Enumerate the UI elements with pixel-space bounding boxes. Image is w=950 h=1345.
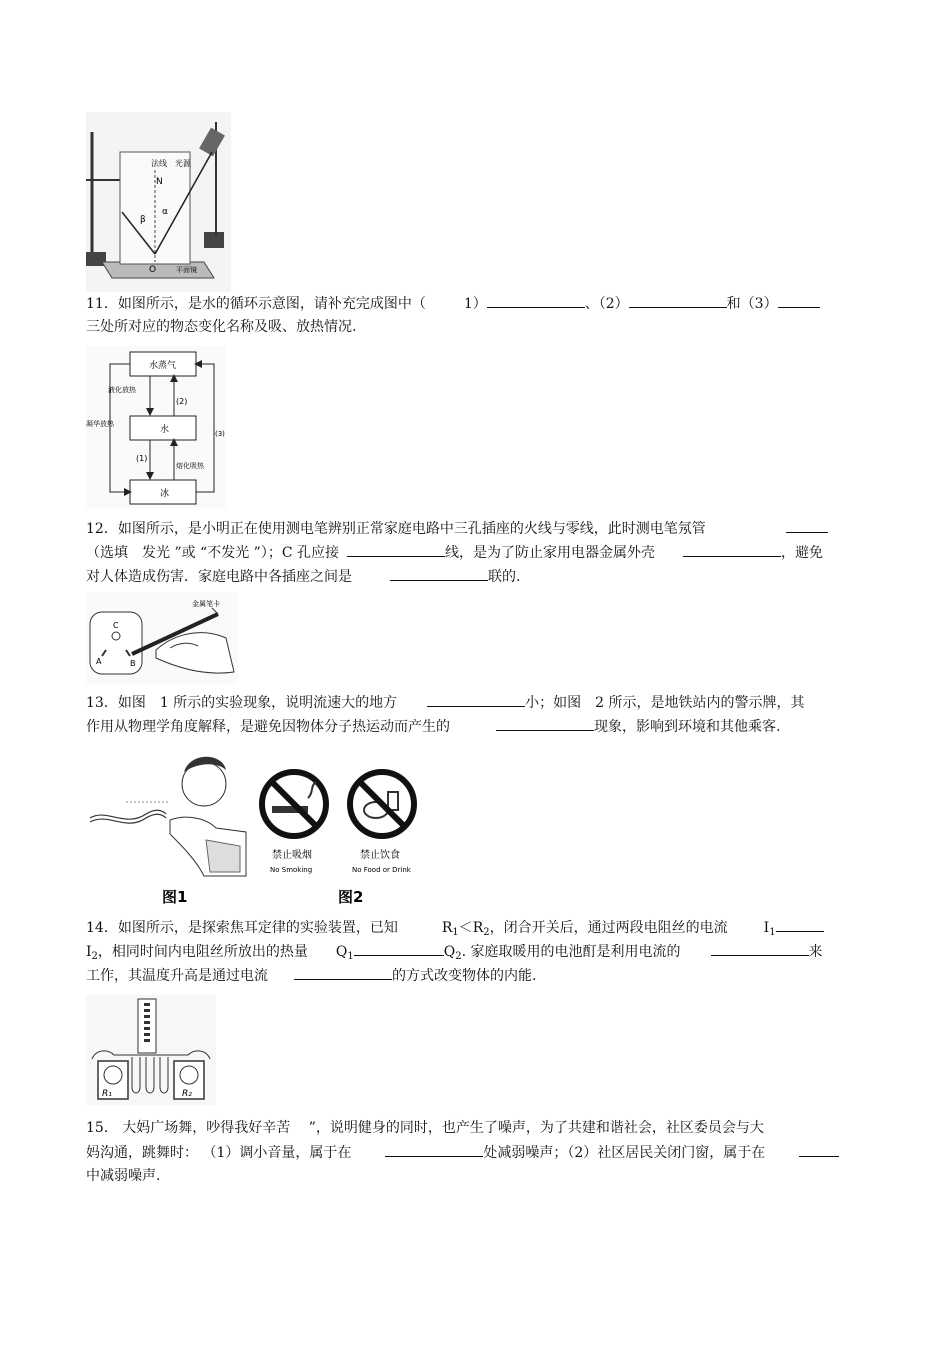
q12-blank-3[interactable] bbox=[683, 542, 781, 557]
sign2-en-text: No Food or Drink bbox=[352, 866, 411, 874]
q11-text-d: 和（3） bbox=[726, 296, 778, 312]
q14-q2: Q bbox=[443, 944, 456, 960]
q13-line-2 bbox=[86, 716, 780, 737]
q14-i2: I bbox=[86, 944, 92, 960]
q14-text-b: ，闭合开关后，通过两段电阻丝的电流 bbox=[489, 920, 728, 936]
q12-text-b: （选填 发光 ”或 “不发光 ”）；C 孔应接 bbox=[86, 545, 339, 561]
apparatus-label-r2: R₂ bbox=[182, 1089, 192, 1099]
pen-label-metal: 金属笔卡 bbox=[192, 600, 220, 608]
fig-label-top: 法线 光源 bbox=[151, 159, 191, 168]
q12-text-f: 联的. bbox=[488, 569, 521, 585]
apparatus-label-r1: R₁ bbox=[102, 1089, 112, 1099]
q14-i1-sub: 1 bbox=[769, 927, 776, 938]
q15-line-2 bbox=[86, 1142, 839, 1163]
q13-line-1 bbox=[86, 692, 805, 713]
label-liquefy: 液化放热 bbox=[108, 386, 136, 394]
q15-blank-2[interactable] bbox=[799, 1142, 839, 1157]
q11-text-a: 11．如图所示，是水的循环示意图，请补充完成图中（ bbox=[86, 296, 426, 312]
sign1-cn-text: 禁止吸烟 bbox=[272, 850, 312, 861]
q12-blank-4[interactable] bbox=[390, 566, 488, 581]
q13-text-d: 现象，影响到环境和其他乘客. bbox=[594, 719, 781, 735]
test-pen-socket-figure bbox=[86, 592, 238, 684]
fig-label-beta: β bbox=[140, 215, 146, 225]
q14-lt-r2: ＜R bbox=[458, 920, 484, 936]
q14-r1: R bbox=[441, 920, 453, 936]
q12-text-d: ，避免 bbox=[780, 545, 823, 561]
box-vapor-label: 水蒸气 bbox=[149, 361, 177, 371]
q12-line-3 bbox=[86, 566, 520, 587]
fig1-caption: 图1 bbox=[162, 888, 188, 906]
socket-label-b: B bbox=[130, 659, 136, 668]
q11-line-1 bbox=[86, 293, 820, 314]
q14-i2-sub: 2 bbox=[91, 951, 98, 962]
reflection-experiment-figure bbox=[86, 112, 231, 292]
q14-line-1 bbox=[86, 917, 824, 943]
q11-blank-3[interactable] bbox=[778, 293, 820, 308]
q14-blank-4[interactable] bbox=[294, 965, 392, 980]
q13-blank-2[interactable] bbox=[496, 716, 594, 731]
box-ice-label: 冰 bbox=[160, 489, 170, 499]
q14-text-g: 的方式改变物体的内能. bbox=[392, 968, 537, 984]
fig-label-n: N bbox=[156, 177, 163, 187]
q13-blank-1[interactable] bbox=[427, 692, 525, 707]
q14-q1-sub: 1 bbox=[347, 951, 354, 962]
q12-text-c: 线，是为了防止家用电器金属外壳 bbox=[444, 545, 655, 561]
water-cycle-diagram bbox=[86, 346, 226, 508]
q14-line-2 bbox=[86, 941, 823, 967]
label-1: (1) bbox=[136, 454, 148, 463]
q13-text-c: 作用从物理学角度解释，是避免因物体分子热运动而产生的 bbox=[86, 719, 450, 735]
q14-text-d: . 家庭取暖用的电池酊是利用电流的 bbox=[461, 944, 681, 960]
fig2-caption: 图2 bbox=[338, 888, 364, 906]
label-2: (2) bbox=[176, 397, 188, 406]
box-water-label: 水 bbox=[160, 425, 170, 435]
q14-text-f: 工作，其温度升高是通过电流 bbox=[86, 968, 268, 984]
q13-text-a: 13．如图 1 所示的实验现象，说明流速大的地方 bbox=[86, 695, 398, 711]
sign1-en-text: No Smoking bbox=[270, 866, 313, 874]
socket-label-a: A bbox=[96, 657, 102, 666]
q11-blank-2[interactable] bbox=[629, 293, 727, 308]
q11-blank-1[interactable] bbox=[487, 293, 585, 308]
q11-line-2: 三处所对应的物态变化名称及吸、放热情况. bbox=[86, 319, 357, 335]
joule-law-apparatus-figure bbox=[86, 995, 216, 1105]
q11-text-b: 1） bbox=[463, 296, 487, 312]
sign2-cn-text: 禁止饮食 bbox=[360, 850, 400, 861]
q15-line-1: 15． 大妈广场舞，吵得我好辛苦 ”，说明健身的同时，也产生了噪声，为了共建和谐社会，社区委员会与大 bbox=[86, 1120, 764, 1136]
q14-q2-sub: 2 bbox=[455, 951, 462, 962]
q14-text-e: 来 bbox=[808, 944, 823, 960]
q14-text-c: ，相同时间内电阻丝所放出的热量 bbox=[97, 944, 308, 960]
q14-text-a: 14．如图所示，是探索焦耳定律的实验装置，已知 bbox=[86, 920, 398, 936]
q12-line-2 bbox=[86, 542, 823, 563]
q14-r2-sub: 2 bbox=[483, 927, 490, 938]
q13-text-b: 小；如图 2 所示，是地铁站内的警示牌，其 bbox=[525, 695, 805, 711]
socket-label-c: C bbox=[113, 621, 119, 630]
fig-label-mirror: 平面镜 bbox=[176, 266, 197, 274]
q14-r1-sub: 1 bbox=[452, 927, 459, 938]
fig-label-alpha: α bbox=[162, 207, 168, 217]
q14-blank-2[interactable] bbox=[354, 941, 444, 956]
q13-figures bbox=[86, 748, 426, 908]
q15-blank-1[interactable] bbox=[385, 1142, 483, 1157]
q14-i1: I bbox=[763, 920, 770, 936]
q12-blank-1[interactable] bbox=[786, 518, 828, 533]
q14-q1: Q bbox=[335, 944, 348, 960]
q15-text-a: 妈沟通，跳舞时： （1）调小音量，属于在 bbox=[86, 1145, 352, 1161]
q12-line-1 bbox=[86, 518, 828, 539]
q12-text-a: 12．如图所示，是小明正在使用测电笔辨别正常家庭电路中三孔插座的火线与零线，此时测电笔氖管 bbox=[86, 521, 706, 537]
q12-text-e: 对人体造成伤害．家庭电路中各插座之间是 bbox=[86, 569, 352, 585]
q12-blank-2[interactable] bbox=[347, 542, 445, 557]
q14-blank-3[interactable] bbox=[711, 941, 809, 956]
q15-text-b: 处减弱噪声；（2）社区居民关闭门窗，属于在 bbox=[483, 1145, 766, 1161]
q14-blank-1[interactable] bbox=[776, 917, 824, 932]
q14-line-3 bbox=[86, 965, 536, 986]
q15-line-3: 中减弱噪声. bbox=[86, 1168, 161, 1184]
label-deposit: 凝华放热 bbox=[86, 420, 114, 428]
fig-label-o: O bbox=[149, 265, 157, 275]
q11-text-c: 、（2） bbox=[584, 296, 629, 312]
label-3: (3) bbox=[215, 430, 225, 438]
label-melt: 熔化吸热 bbox=[176, 462, 204, 470]
